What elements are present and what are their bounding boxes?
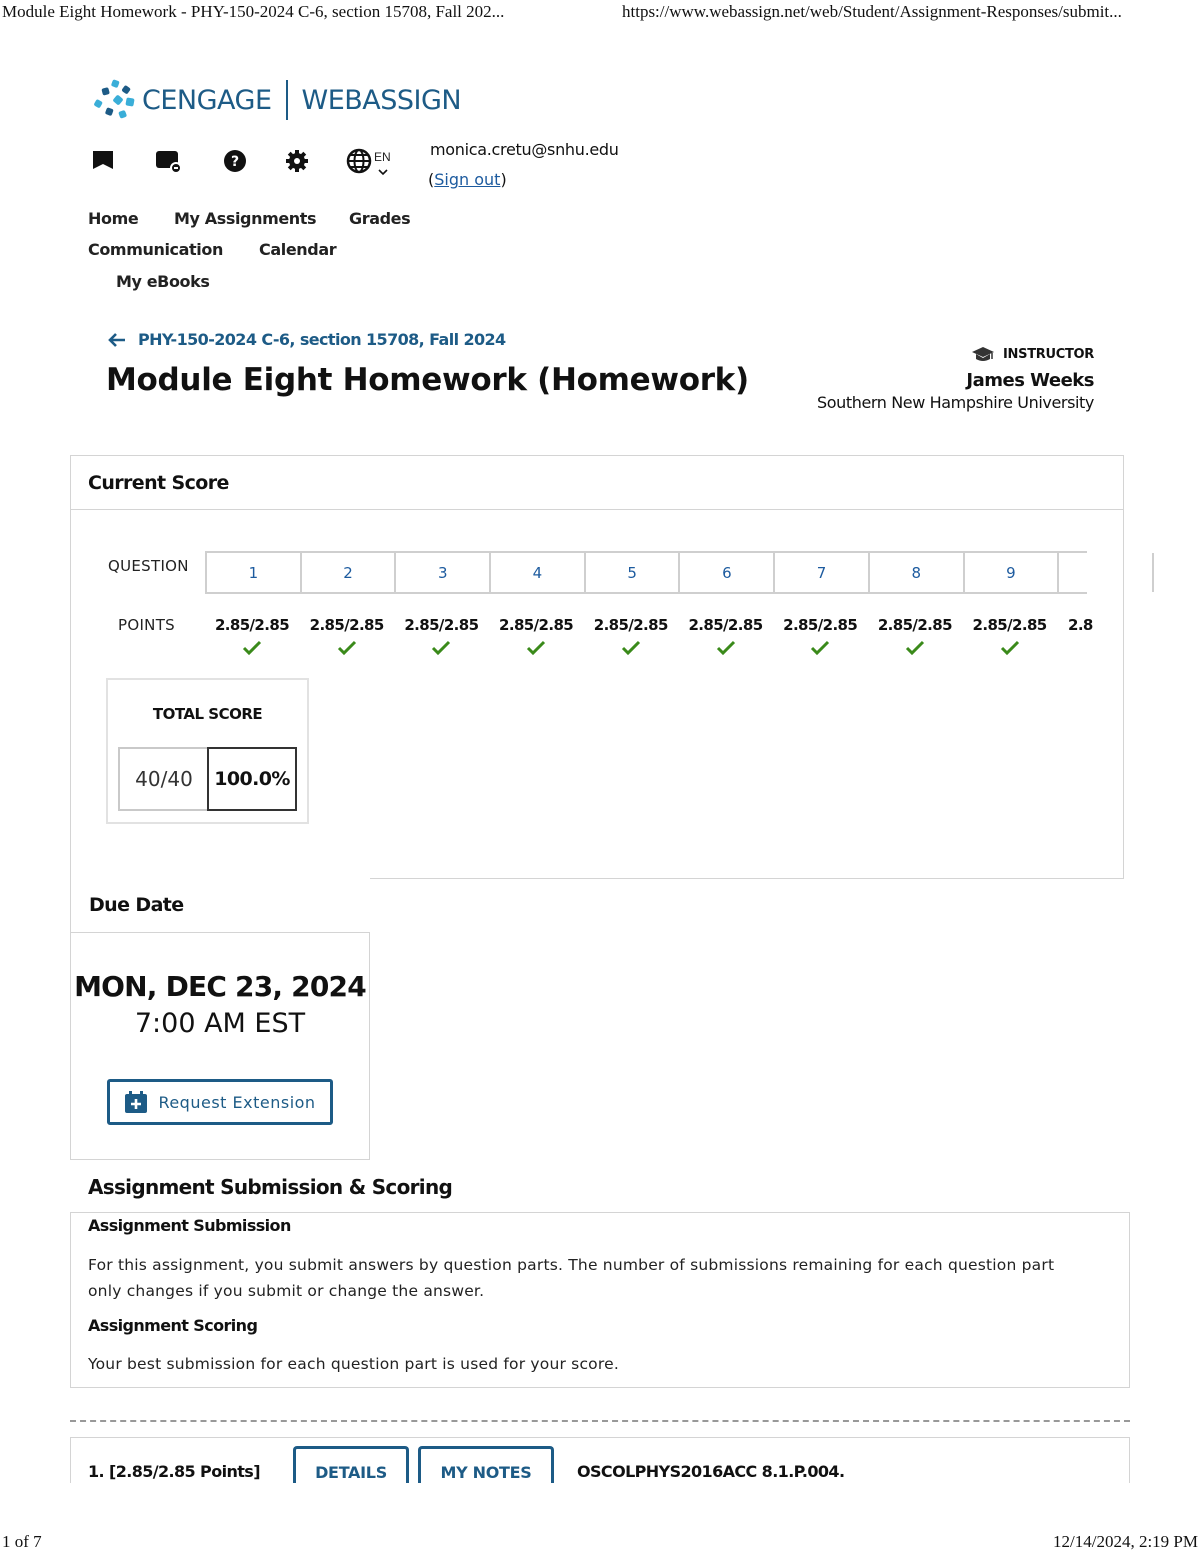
points-row-label: POINTS bbox=[118, 616, 175, 634]
question-nav-9[interactable]: 9 bbox=[965, 553, 1060, 592]
assignment-scoring-text: Your best submission for each question part is used for your score. bbox=[88, 1355, 619, 1373]
breadcrumb[interactable] bbox=[108, 330, 506, 349]
question-row-label: QUESTION bbox=[108, 557, 189, 575]
nav-calendar[interactable]: Calendar bbox=[259, 240, 337, 259]
print-footer bbox=[0, 1532, 1200, 1554]
assignment-submission-text-2: only changes if you submit or change the answer. bbox=[88, 1282, 485, 1300]
help-icon[interactable] bbox=[220, 146, 250, 176]
due-time-value: 7:00 AM EST bbox=[134, 1008, 306, 1039]
question-nav-6[interactable]: 6 bbox=[681, 553, 776, 592]
question-points-6: 2.85/2.85 bbox=[688, 616, 763, 634]
nav-grades[interactable]: Grades bbox=[349, 209, 411, 228]
current-score-heading: Current Score bbox=[88, 472, 229, 494]
question-points-9: 2.85/2.85 bbox=[972, 616, 1047, 634]
checkmark-icon bbox=[394, 640, 488, 656]
question-points-2: 2.85/2.85 bbox=[309, 616, 384, 634]
cengage-webassign-logo[interactable] bbox=[92, 78, 461, 122]
instructor-label bbox=[817, 346, 1094, 362]
total-score-label: TOTAL SCORE bbox=[152, 705, 263, 723]
assignment-scoring-heading: Assignment Scoring bbox=[88, 1316, 258, 1335]
checkmark-icon bbox=[963, 640, 1057, 656]
question-nav-2[interactable]: 2 bbox=[302, 553, 397, 592]
section-divider bbox=[70, 1420, 1130, 1422]
question-1-code: OSCOLPHYS2016ACC 8.1.P.004. bbox=[577, 1462, 845, 1481]
svg-text:?: ? bbox=[230, 154, 240, 170]
question-nav-1[interactable]: 1 bbox=[207, 553, 302, 592]
total-score-percent: 100.0% bbox=[207, 747, 297, 811]
due-date-tab bbox=[70, 878, 370, 934]
signout-link[interactable]: Sign out bbox=[434, 170, 501, 189]
my-notes-button[interactable]: MY NOTES bbox=[418, 1446, 554, 1484]
checkmark-icon bbox=[679, 640, 773, 656]
request-extension-label: Request Extension bbox=[158, 1092, 316, 1112]
instructor-info bbox=[817, 346, 1094, 412]
question-10-points-partial: 2.8 bbox=[1068, 616, 1093, 634]
nav-home[interactable]: Home bbox=[88, 209, 139, 228]
user-email: monica.cretu@snhu.edu bbox=[430, 140, 619, 159]
calendar-plus-icon bbox=[124, 1090, 148, 1114]
print-header-title: Module Eight Homework - PHY-150-2024 C-6, section 15708, Fall 202... bbox=[2, 2, 505, 21]
question-navigator bbox=[205, 551, 1087, 594]
print-header bbox=[0, 2, 1200, 24]
nav-communication[interactable]: Communication bbox=[88, 240, 223, 259]
assignment-submission-heading: Assignment Submission bbox=[88, 1216, 291, 1235]
cengage-logo-icon bbox=[92, 78, 138, 122]
due-date-heading: Due Date bbox=[89, 894, 184, 916]
print-timestamp: 12/14/2024, 2:19 PM bbox=[1053, 1532, 1198, 1551]
points-overflow-clip bbox=[1060, 600, 1093, 670]
question-nav-3[interactable]: 3 bbox=[396, 553, 491, 592]
checkmark-icon bbox=[584, 640, 678, 656]
question-points-5: 2.85/2.85 bbox=[593, 616, 668, 634]
question-points-1: 2.85/2.85 bbox=[214, 616, 290, 634]
brand-name-webassign: WEBASSIGN bbox=[301, 84, 462, 116]
assignment-submission-text-1: For this assignment, you submit answers by question parts. The number of submissions remaining for each question part bbox=[88, 1256, 1055, 1274]
checkmark-icon bbox=[773, 640, 867, 656]
page-cutoff bbox=[0, 1483, 1200, 1533]
checkmark-icon bbox=[489, 640, 583, 656]
brand-name-cengage: CENGAGE bbox=[142, 84, 272, 116]
question-nav-7[interactable]: 7 bbox=[775, 553, 870, 592]
question-points-7: 2.85/2.85 bbox=[783, 616, 858, 634]
flag-icon[interactable] bbox=[88, 146, 118, 176]
arrow-left-icon bbox=[108, 332, 126, 348]
signout-wrapper: (Sign out) bbox=[428, 170, 507, 189]
nav-my-ebooks[interactable]: My eBooks bbox=[116, 272, 210, 291]
due-date-value: MON, DEC 23, 2024 bbox=[74, 970, 366, 1003]
question-nav-4[interactable]: 4 bbox=[491, 553, 586, 592]
print-header-url: https://www.webassign.net/web/Student/Assignment-Responses/submit... bbox=[622, 2, 1122, 21]
question-1-label: 1. [2.85/2.85 Points] bbox=[88, 1462, 260, 1481]
instructor-school: Southern New Hampshire University bbox=[816, 393, 1094, 412]
globe-icon[interactable] bbox=[344, 146, 374, 176]
settings-gear-icon[interactable] bbox=[282, 146, 312, 176]
checkmark-icon bbox=[868, 640, 962, 656]
instructor-name: James Weeks bbox=[966, 370, 1094, 391]
messages-icon[interactable] bbox=[154, 146, 184, 176]
breadcrumb-course-link[interactable]: PHY-150-2024 C-6, section 15708, Fall 2024 bbox=[138, 330, 506, 349]
language-label[interactable]: EN bbox=[374, 150, 391, 164]
current-score-header bbox=[70, 455, 1124, 510]
question-points-4: 2.85/2.85 bbox=[499, 616, 574, 634]
question-nav-5[interactable]: 5 bbox=[586, 553, 681, 592]
details-button[interactable]: DETAILS bbox=[293, 1446, 409, 1484]
print-page-count: 1 of 7 bbox=[2, 1532, 42, 1551]
checkmark-icon bbox=[205, 640, 299, 656]
checkmark-icon bbox=[300, 640, 394, 656]
question-points-3: 2.85/2.85 bbox=[404, 616, 479, 634]
question-points-8: 2.85/2.85 bbox=[877, 616, 952, 634]
total-score-raw: 40/40 bbox=[118, 747, 208, 811]
graduation-cap-icon bbox=[971, 346, 995, 362]
request-extension-button[interactable] bbox=[107, 1079, 333, 1125]
nav-my-assignments[interactable]: My Assignments bbox=[174, 209, 317, 228]
brand-divider bbox=[286, 80, 288, 120]
question-nav-8[interactable]: 8 bbox=[870, 553, 965, 592]
chevron-down-icon[interactable] bbox=[378, 163, 388, 181]
page-title: Module Eight Homework (Homework) bbox=[106, 362, 749, 398]
submission-scoring-heading: Assignment Submission & Scoring bbox=[88, 1175, 453, 1199]
instructor-label-text: INSTRUCTOR bbox=[1003, 346, 1094, 362]
question-nav-overflow[interactable] bbox=[1059, 553, 1154, 592]
due-date-panel bbox=[70, 932, 370, 1160]
